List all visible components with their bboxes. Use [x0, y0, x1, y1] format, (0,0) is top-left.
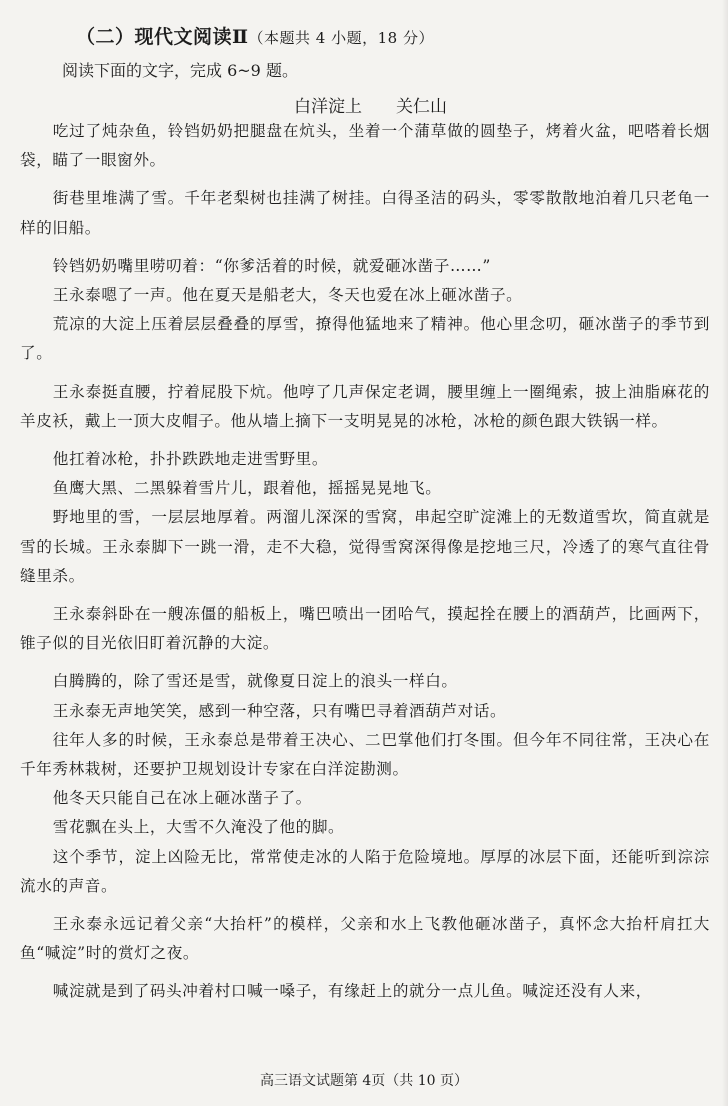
page-footer: 高三语文试题第 4页（共 10 页）: [259, 1073, 469, 1089]
paragraph: 野地里的雪，一层层地厚着。两溜儿深深的雪窝，串起空旷淀滩上的无数道雪坎，简直就是雪的长城。王永泰脚下一跳一滑，走不大稳，觉得雪窝深得像是挖地三尺，冷透了的寒气直往骨缝里杀。: [20, 508, 710, 585]
paragraph: 雪花飘在头上，大雪不久淹没了他的脚。: [52, 818, 345, 837]
paragraph: 吃过了炖杂鱼，铃铛奶奶把腿盘在炕头，坐着一个蒲草做的圆垫子，烤着火盆，吧嗒着长烟袋，瞄了一眼窗外。: [20, 122, 710, 170]
paragraph: 他冬天只能自己在冰上砸冰凿子了。: [52, 789, 312, 808]
paragraph: 铃铛奶奶嘴里唠叨着：“你爹活着的时候，就爱砸冰凿子……”: [52, 256, 491, 275]
paragraph: 王永泰嗯了一声。他在夏天是船老大，冬天也爱在冰上砸冰凿子。: [52, 286, 523, 305]
section-title: （二）现代文阅读Ⅱ: [76, 26, 249, 48]
paragraph: 王永泰无声地笑笑，感到一种空落，只有嘴巴寻着酒葫芦对话。: [52, 701, 507, 720]
paragraph: 街巷里堆满了雪。千年老梨树也挂满了树挂。白得圣洁的码头，零零散散地泊着几只老龟一样的旧船。: [20, 189, 710, 237]
paragraph: 他扛着冰枪，扑扑跌跌地走进雪野里。: [52, 450, 329, 469]
article-author: 关仁山: [396, 97, 447, 117]
paragraph: 白腾腾的，除了雪还是雪，就像夏日淀上的浪头一样白。: [52, 672, 458, 691]
article-title: 白洋淀上: [294, 97, 362, 117]
paragraph: 王永泰斜卧在一艘冻僵的船板上，嘴巴喷出一团哈气，摸起拴在腰上的酒葫芦，比画两下，锥子似的目光依旧盯着沉静的大淀。: [20, 605, 710, 653]
section-heading: [76, 22, 434, 49]
paragraph: 鱼鹰大黑、二黑躲着雪片儿，跟着他，摇摇晃晃地飞。: [52, 479, 442, 498]
reading-instruction: 阅读下面的文字，完成 6~9 题。: [62, 61, 298, 80]
article-body: [20, 117, 710, 1007]
scan-edge-shadow: [722, 0, 728, 1106]
article-header: [294, 92, 447, 117]
paragraph: 王永泰永远记着父亲“大抬杆”的模样，父亲和水上飞教他砸冰凿子，真怀念大抬杆肩扛大鱼“喊淀”时的赏灯之夜。: [20, 915, 710, 963]
paragraph: 王永泰挺直腰，拧着屁股下炕。他哼了几声保定老调，腰里缠上一圈绳索，披上油脂麻花的羊皮袄，戴上一顶大皮帽子。他从墙上摘下一支明晃晃的冰枪，冰枪的颜色跟大铁锅一样。: [20, 382, 710, 430]
paragraph: 荒凉的大淀上压着层层叠叠的厚雪，撩得他猛地来了精神。他心里念叨，砸冰凿子的季节到了。: [20, 315, 710, 363]
paragraph: 往年人多的时候，王永泰总是带着王决心、二巴掌他们打冬围。但今年不同往常，王决心在千年秀林栽树，还要护卫规划设计专家在白洋淀勘测。: [20, 730, 710, 779]
paragraph: 喊淀就是到了码头冲着村口喊一嗓子，有缘赶上的就分一点儿鱼。喊淀还没有人来，: [52, 982, 652, 1001]
paragraph: 这个季节，淀上凶险无比，常常使走冰的人陷于危险境地。厚厚的冰层下面，还能听到淙淙流水的声音。: [20, 847, 710, 895]
section-meta: （本题共 4 小题，18 分）: [248, 29, 434, 47]
